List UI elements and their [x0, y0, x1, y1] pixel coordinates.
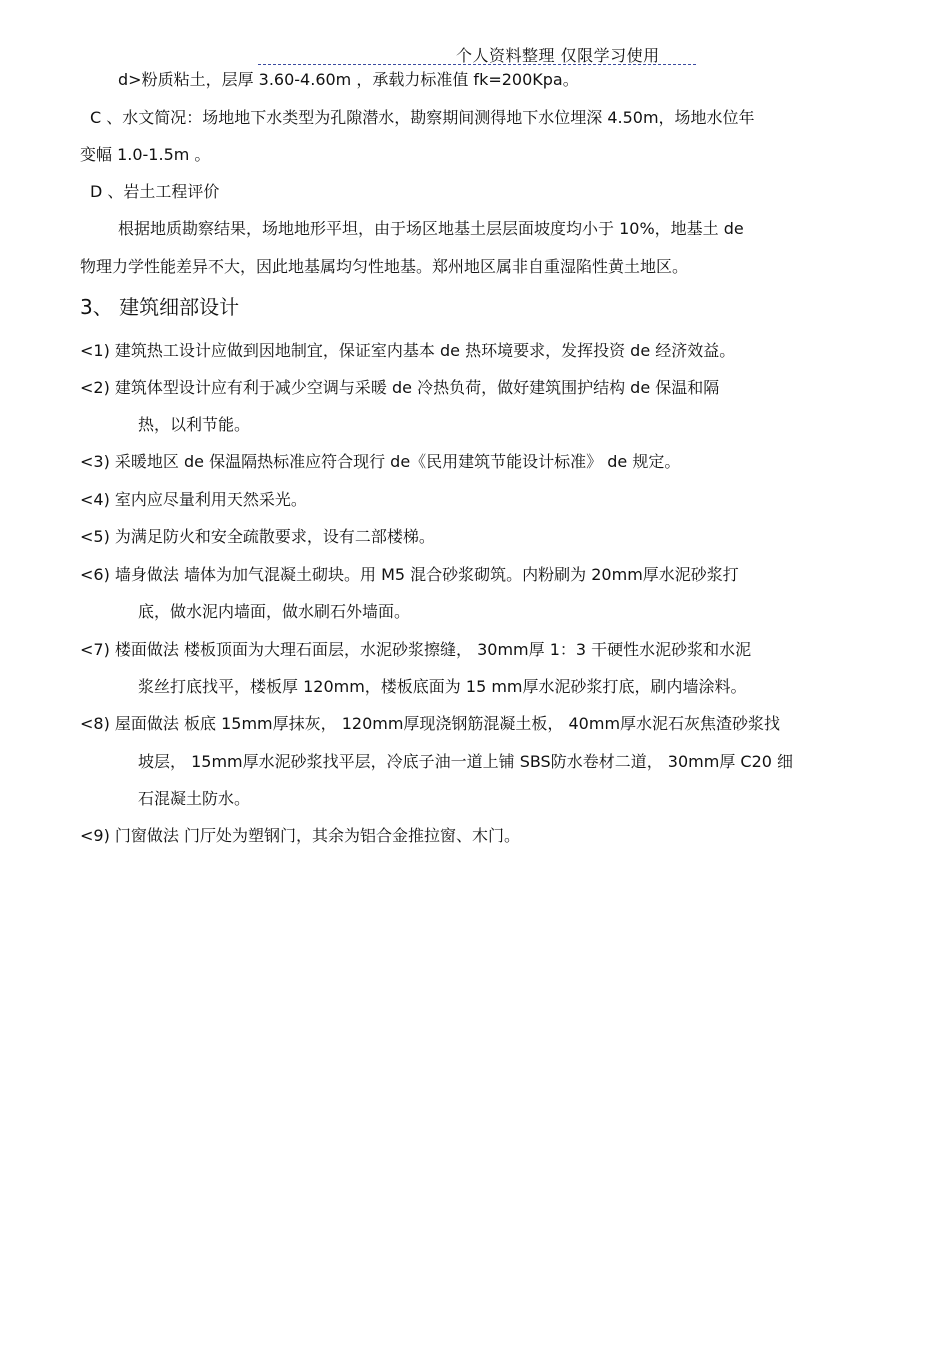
- section-title-architectural-detail: 3、 建筑细部设计: [80, 295, 240, 319]
- list-item-2-cont: 热，以利节能。: [138, 415, 251, 434]
- text-line-hydrology: C 、水文简况：场地地下水类型为孔隙潜水，勘察期间测得地下水位埋深 4.50m，场地水位年: [90, 108, 755, 127]
- list-item-6: <6) 墙身做法 墙体为加气混凝土砌块。用 M5 混合砂浆砌筑。内粉刷为 20mm厚水泥砂浆打: [80, 565, 739, 584]
- text-line-soil-layer: d>粉质粘土，层厚 3.60-4.60m ，承载力标准值 fk=200Kpa。: [118, 70, 579, 89]
- list-item-8-cont: 坡层， 15mm厚水泥砂浆找平层，冷底子油一道上铺 SBS防水卷材二道， 30mm厚 C20 细: [138, 752, 794, 771]
- list-item-3: <3) 采暖地区 de 保温隔热标准应符合现行 de《民用建筑节能设计标准》 de 规定。: [80, 452, 681, 471]
- page-header: 个人资料整理 仅限学习使用: [456, 46, 660, 65]
- list-item-6-cont: 底，做水泥内墙面，做水刷石外墙面。: [138, 602, 411, 621]
- list-item-7: <7) 楼面做法 楼板顶面为大理石面层，水泥砂浆擦缝， 30mm厚 1：3 干硬性水泥砂浆和水泥: [80, 640, 752, 659]
- list-item-8: <8) 屋面做法 板底 15mm厚抹灰， 120mm厚现浇钢筋混凝土板， 40mm厚水泥石灰焦渣砂浆找: [80, 714, 781, 733]
- text-line-hydrology-cont: 变幅 1.0-1.5m 。: [80, 145, 211, 164]
- list-item-5: <5) 为满足防火和安全疏散要求，设有二部楼梯。: [80, 527, 435, 546]
- text-line-geotech-eval: 根据地质勘察结果，场地地形平坦，由于场区地基土层层面坡度均小于 10%，地基土 de: [118, 219, 744, 238]
- text-line-geotech-eval-cont: 物理力学性能差异不大，因此地基属均匀性地基。郑州地区属非自重湿陷性黄土地区。: [80, 257, 689, 276]
- list-item-7-cont: 浆丝打底找平，楼板厚 120mm，楼板底面为 15 mm厚水泥砂浆打底，刷内墙涂料。: [138, 677, 747, 696]
- list-item-4: <4) 室内应尽量利用天然采光。: [80, 490, 307, 509]
- text-line-geotech-heading: D 、岩土工程评价: [90, 182, 220, 201]
- list-item-2: <2) 建筑体型设计应有利于减少空调与采暖 de 冷热负荷，做好建筑围护结构 de 保温和隔: [80, 378, 720, 397]
- list-item-9: <9) 门窗做法 门厅处为塑钢门，其余为铝合金推拉窗、木门。: [80, 826, 521, 845]
- list-item-8-cont-2: 石混凝土防水。: [138, 789, 251, 808]
- list-item-1: <1) 建筑热工设计应做到因地制宜，保证室内基本 de 热环境要求，发挥投资 de 经济效益。: [80, 341, 736, 360]
- header-divider: [258, 64, 696, 65]
